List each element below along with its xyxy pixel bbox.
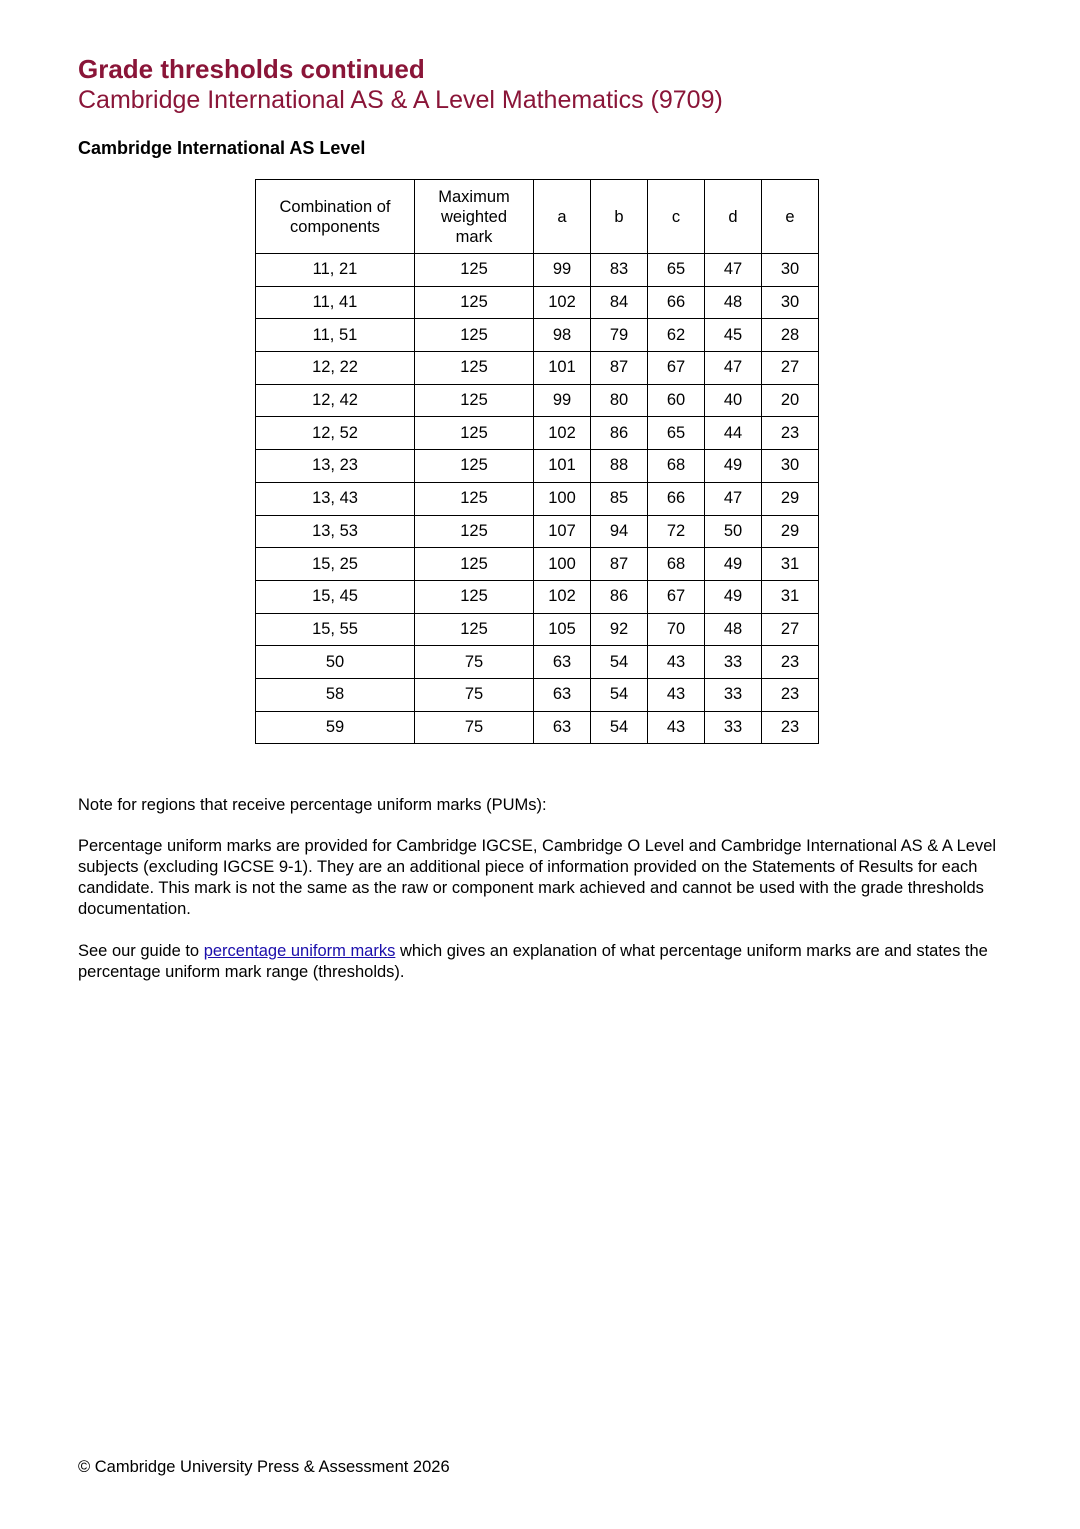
combination-cell: 15, 25 [256, 548, 415, 581]
table-row [256, 711, 819, 744]
section-heading: Cambridge International AS Level [78, 138, 366, 158]
pum-paragraph: Percentage uniform marks are provided for Cambridge IGCSE, Cambridge O Level and Cambridge International AS & A Level subjects (excluding IGCSE 9-1). They are an additional piece of information provided on the Statements of Results for each candidate. This mark is not the same as the raw or component mark achieved and cannot be used with the grade thresholds documentation. [78, 837, 997, 918]
combination-cell: 12, 52 [256, 417, 415, 450]
grade-e-cell: 23 [762, 711, 819, 744]
page-subtitle: Cambridge International AS & A Level Mathematics (9709) [78, 86, 723, 114]
max-mark-cell: 125 [415, 515, 534, 548]
grade-b-cell: 54 [591, 678, 648, 711]
grade-a-cell: 99 [534, 384, 591, 417]
grade-c-cell: 70 [648, 613, 705, 646]
grade-d-cell: 33 [705, 646, 762, 679]
grade-d-cell: 47 [705, 352, 762, 385]
grade-d-cell: 40 [705, 384, 762, 417]
table-row [256, 515, 819, 548]
grade-d-cell: 50 [705, 515, 762, 548]
combination-cell: 15, 45 [256, 580, 415, 613]
grade-e-cell: 28 [762, 319, 819, 352]
grade-e-cell: 30 [762, 450, 819, 483]
grade-c-cell: 68 [648, 450, 705, 483]
table-row [256, 678, 819, 711]
combination-cell: 12, 22 [256, 352, 415, 385]
max-mark-cell: 125 [415, 482, 534, 515]
grade-c-cell: 67 [648, 352, 705, 385]
table-row [256, 580, 819, 613]
header-max-mark: Maximum weighted mark [415, 180, 534, 254]
combination-cell: 15, 55 [256, 613, 415, 646]
grade-a-cell: 101 [534, 450, 591, 483]
grade-a-cell: 102 [534, 417, 591, 450]
pum-note-heading: Note for regions that receive percentage uniform marks (PUMs): [78, 796, 547, 814]
table-row [256, 319, 819, 352]
grade-a-cell: 105 [534, 613, 591, 646]
combination-cell: 13, 23 [256, 450, 415, 483]
table-body [256, 254, 819, 744]
grade-a-cell: 102 [534, 286, 591, 319]
table-row [256, 548, 819, 581]
grade-c-cell: 65 [648, 254, 705, 287]
grade-e-cell: 20 [762, 384, 819, 417]
grade-d-cell: 45 [705, 319, 762, 352]
max-mark-cell: 125 [415, 352, 534, 385]
grade-b-cell: 54 [591, 711, 648, 744]
table-row [256, 417, 819, 450]
grade-c-cell: 66 [648, 286, 705, 319]
combination-cell: 11, 51 [256, 319, 415, 352]
grade-c-cell: 43 [648, 678, 705, 711]
table-row [256, 450, 819, 483]
header-combination: Combination of components [256, 180, 415, 254]
grade-d-cell: 47 [705, 482, 762, 515]
grade-b-cell: 84 [591, 286, 648, 319]
header-grade-b: b [591, 180, 648, 254]
grade-b-cell: 80 [591, 384, 648, 417]
grade-c-cell: 65 [648, 417, 705, 450]
grade-b-cell: 87 [591, 548, 648, 581]
table-row [256, 482, 819, 515]
table-header-row [256, 180, 819, 254]
grade-c-cell: 60 [648, 384, 705, 417]
grade-a-cell: 63 [534, 646, 591, 679]
grade-e-cell: 23 [762, 678, 819, 711]
combination-cell: 11, 41 [256, 286, 415, 319]
grade-a-cell: 100 [534, 482, 591, 515]
grade-b-cell: 85 [591, 482, 648, 515]
header-grade-d: d [705, 180, 762, 254]
max-mark-cell: 125 [415, 286, 534, 319]
max-mark-cell: 75 [415, 678, 534, 711]
grade-c-cell: 62 [648, 319, 705, 352]
combination-cell: 13, 43 [256, 482, 415, 515]
grade-d-cell: 49 [705, 450, 762, 483]
grade-e-cell: 23 [762, 417, 819, 450]
grade-e-cell: 29 [762, 515, 819, 548]
grade-a-cell: 99 [534, 254, 591, 287]
table-row [256, 286, 819, 319]
grade-d-cell: 47 [705, 254, 762, 287]
grade-a-cell: 101 [534, 352, 591, 385]
max-mark-cell: 125 [415, 319, 534, 352]
grade-d-cell: 33 [705, 678, 762, 711]
grade-c-cell: 66 [648, 482, 705, 515]
max-mark-cell: 125 [415, 384, 534, 417]
table-row [256, 646, 819, 679]
grade-e-cell: 27 [762, 352, 819, 385]
grade-a-cell: 63 [534, 711, 591, 744]
grade-b-cell: 94 [591, 515, 648, 548]
grade-e-cell: 31 [762, 548, 819, 581]
grade-c-cell: 68 [648, 548, 705, 581]
grade-c-cell: 67 [648, 580, 705, 613]
grade-b-cell: 83 [591, 254, 648, 287]
grade-a-cell: 107 [534, 515, 591, 548]
table-row [256, 352, 819, 385]
grade-e-cell: 23 [762, 646, 819, 679]
grade-a-cell: 100 [534, 548, 591, 581]
grade-b-cell: 88 [591, 450, 648, 483]
max-mark-cell: 125 [415, 580, 534, 613]
combination-cell: 58 [256, 678, 415, 711]
max-mark-cell: 125 [415, 417, 534, 450]
grade-e-cell: 27 [762, 613, 819, 646]
grade-d-cell: 33 [705, 711, 762, 744]
grade-a-cell: 102 [534, 580, 591, 613]
grade-c-cell: 72 [648, 515, 705, 548]
grade-d-cell: 48 [705, 613, 762, 646]
grade-c-cell: 43 [648, 711, 705, 744]
max-mark-cell: 75 [415, 711, 534, 744]
combination-cell: 12, 42 [256, 384, 415, 417]
table-row [256, 384, 819, 417]
grade-d-cell: 49 [705, 548, 762, 581]
header-grade-e: e [762, 180, 819, 254]
grade-c-cell: 43 [648, 646, 705, 679]
combination-cell: 50 [256, 646, 415, 679]
page-title: Grade thresholds continued [78, 54, 425, 84]
copyright-footer: © Cambridge University Press & Assessment 2026 [78, 1458, 450, 1476]
grade-b-cell: 79 [591, 319, 648, 352]
grade-b-cell: 92 [591, 613, 648, 646]
combination-cell: 13, 53 [256, 515, 415, 548]
header-grade-c: c [648, 180, 705, 254]
percentage-uniform-marks-link[interactable]: percentage uniform marks [203, 942, 396, 960]
grade-a-cell: 63 [534, 678, 591, 711]
pum-guide-paragraph [78, 941, 1008, 983]
max-mark-cell: 75 [415, 646, 534, 679]
grade-b-cell: 54 [591, 646, 648, 679]
grade-d-cell: 44 [705, 417, 762, 450]
guide-text-before: See our guide to [78, 942, 204, 960]
grade-d-cell: 48 [705, 286, 762, 319]
guide-text-after: which gives an explanation of what percentage uniform marks are and states the percentage uniform mark range (thresholds). [78, 942, 988, 981]
table-row [256, 613, 819, 646]
grade-e-cell: 31 [762, 580, 819, 613]
grade-b-cell: 86 [591, 417, 648, 450]
grade-thresholds-table [255, 179, 819, 744]
table-row [256, 254, 819, 287]
max-mark-cell: 125 [415, 548, 534, 581]
header-grade-a: a [534, 180, 591, 254]
grade-b-cell: 86 [591, 580, 648, 613]
grade-e-cell: 30 [762, 254, 819, 287]
max-mark-cell: 125 [415, 613, 534, 646]
combination-cell: 11, 21 [256, 254, 415, 287]
max-mark-cell: 125 [415, 450, 534, 483]
grade-d-cell: 49 [705, 580, 762, 613]
combination-cell: 59 [256, 711, 415, 744]
grade-e-cell: 30 [762, 286, 819, 319]
grade-a-cell: 98 [534, 319, 591, 352]
grade-b-cell: 87 [591, 352, 648, 385]
max-mark-cell: 125 [415, 254, 534, 287]
grade-e-cell: 29 [762, 482, 819, 515]
